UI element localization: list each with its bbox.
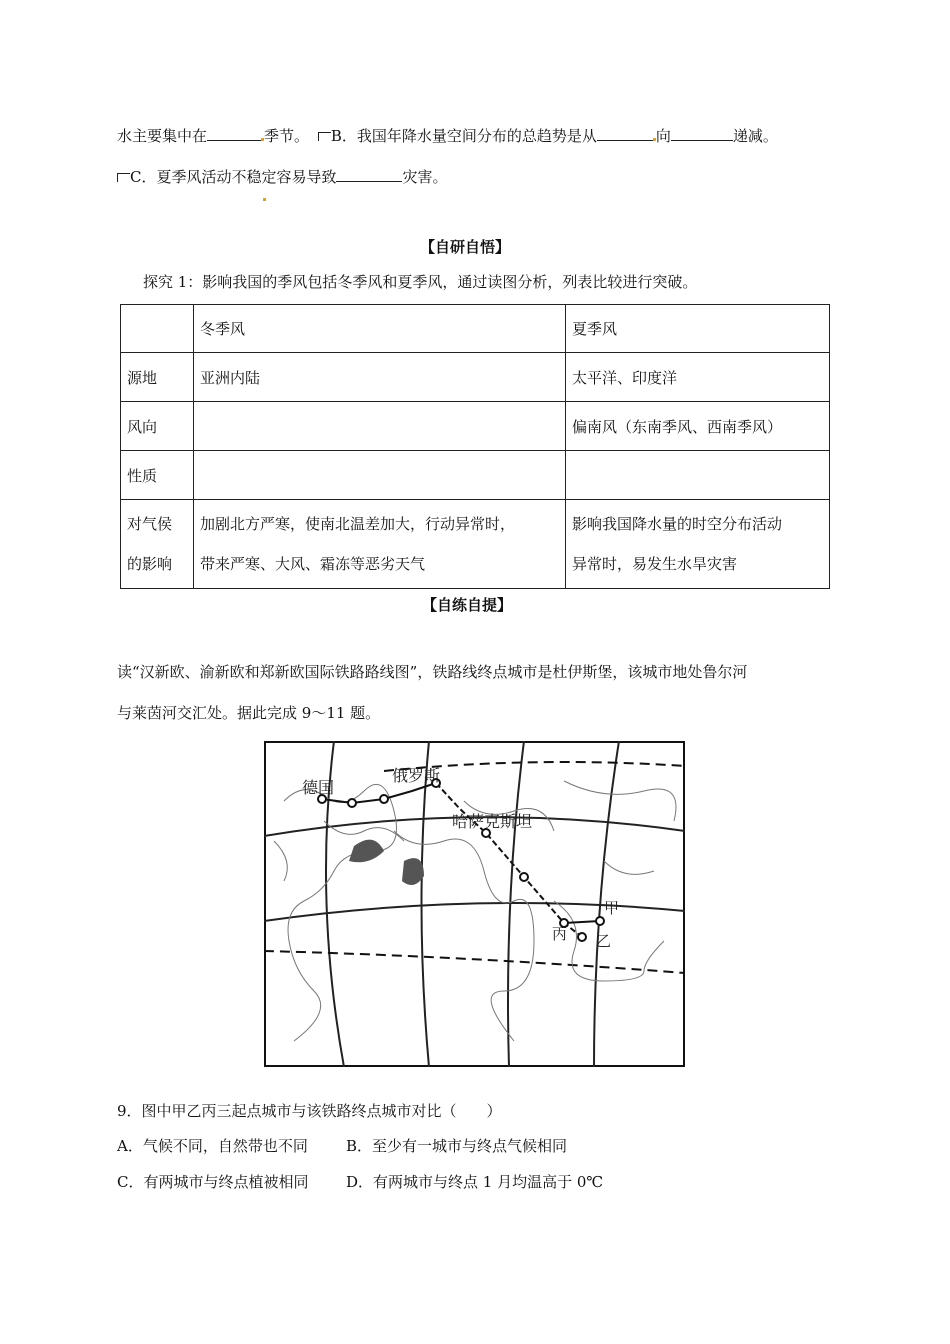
section-heading-practice: 【自练自提】 [422, 596, 513, 614]
label-jia: 甲 [604, 899, 620, 917]
summer-cell: 影响我国降水量的时空分布活动 异常时，易发生水旱灾害 [566, 500, 830, 589]
passage-line-1: 读“汉新欧、渝新欧和郑新欧国际铁路路线图”，铁路线终点城市是杜伊斯堡，该城市地处鲁尔河 [117, 663, 748, 681]
table-row [121, 402, 830, 451]
row-label: 风向 [121, 402, 194, 451]
option-b-text: B．我国年降水量空间分布的总趋势是从 [330, 127, 597, 145]
winter-cell: 加剧北方严寒，使南北温差加大，行动异常时， 带来严寒、大风、霜冻等恶劣天气 [194, 500, 566, 589]
blank-disaster[interactable] [336, 167, 402, 182]
table-row [121, 451, 830, 500]
winter-cell[interactable] [194, 451, 566, 500]
checkbox-mark-b [318, 132, 331, 141]
header-cell [121, 305, 194, 353]
map-graphic [264, 741, 685, 1067]
table-row [121, 353, 830, 402]
row-label: 对气侯 的影响 [121, 500, 194, 589]
label-kazakhstan: 哈萨克斯坦 [452, 812, 533, 831]
header-cell: 冬季风 [194, 305, 566, 353]
fill-line-2: C．夏季风活动不稳定容易导致 灾害。 [117, 166, 448, 187]
section-heading-self-study: 【自研自悟】 [420, 238, 511, 256]
summer-cell: 偏南风（东南季风、西南季风） [566, 402, 830, 451]
question-9-stem: 9．图中甲乙丙三起点城市与该铁路终点城市对比（ ） [117, 1102, 502, 1120]
label-bing: 丙 [552, 925, 568, 943]
question-9-option-b[interactable]: B．至少有一城市与终点气候相同 [346, 1137, 568, 1155]
option-c-text: C．夏季风活动不稳定容易导致 [130, 168, 337, 186]
table-header-row [121, 305, 830, 353]
row-label: 源地 [121, 353, 194, 402]
header-cell: 夏季风 [566, 305, 830, 353]
checkbox-mark-c [117, 173, 130, 182]
winter-cell: 亚洲内陆 [194, 353, 566, 402]
row-label: 性质 [121, 451, 194, 500]
blank-season[interactable] [207, 126, 261, 141]
blank-from[interactable] [597, 126, 653, 141]
label-yi: 乙 [596, 932, 612, 950]
label-germany: 德国 [302, 778, 335, 797]
monsoon-comparison-table [120, 304, 830, 589]
passage-line-2: 与莱茵河交汇处。据此完成 9～11 题。 [117, 704, 381, 722]
railway-route-map [264, 741, 685, 1067]
text-rainfall-season: 水主要集中在 [117, 127, 208, 145]
summer-cell[interactable] [566, 451, 830, 500]
blank-to[interactable] [671, 126, 733, 141]
table-row-impact [121, 500, 830, 589]
question-9-option-c[interactable]: C．有两城市与终点植被相同 [117, 1173, 309, 1191]
label-russia: 俄罗斯 [392, 766, 441, 785]
summer-cell: 太平洋、印度洋 [566, 353, 830, 402]
question-9-option-a[interactable]: A．气候不同，自然带也不同 [117, 1137, 308, 1155]
winter-cell[interactable] [194, 402, 566, 451]
dot-mark [263, 198, 266, 201]
exploration-intro: 探究 1：影响我国的季风包括冬季风和夏季风，通过读图分析，列表比较进行突破。 [143, 273, 698, 291]
fill-line-1: 水主要集中在 季节。 B．我国年降水量空间分布的总趋势是从 向 递减。 [117, 127, 778, 145]
question-9-option-d[interactable]: D．有两城市与终点 1 月均温高于 0℃ [346, 1173, 604, 1191]
